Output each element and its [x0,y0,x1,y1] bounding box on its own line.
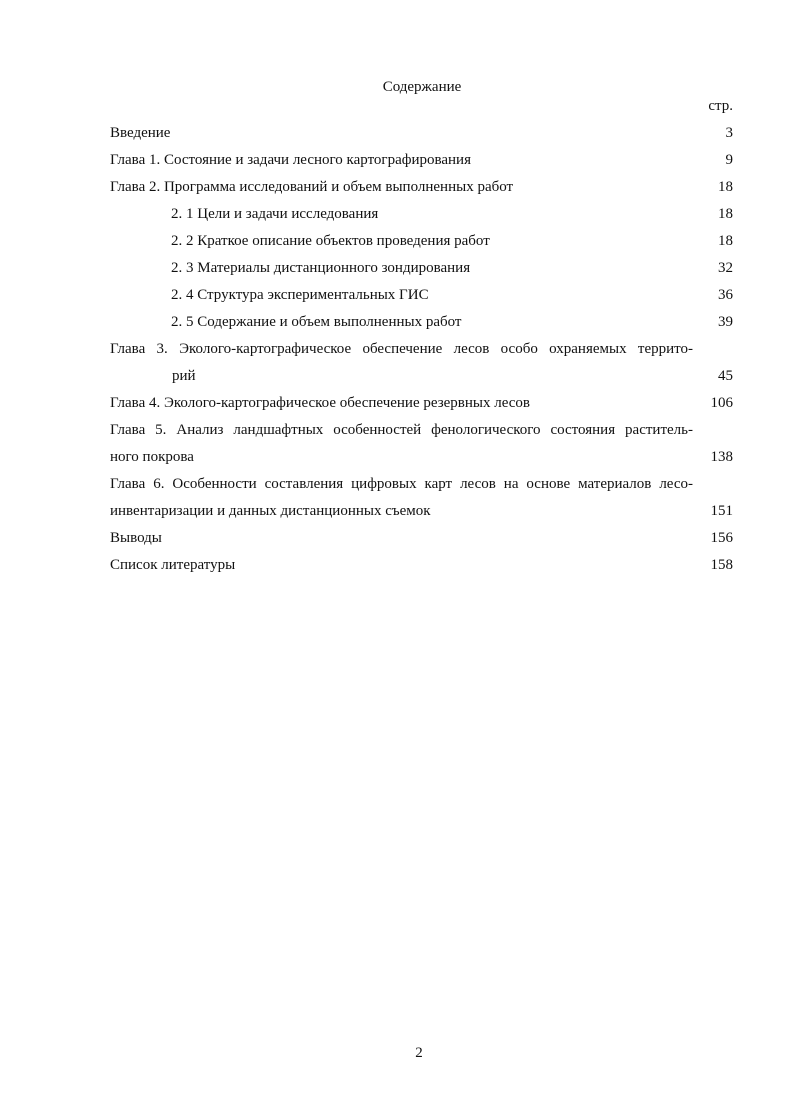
toc-entry-page: 3 [725,125,733,141]
toc-entry-introduction[interactable] [110,123,733,150]
toc-entry-page: 36 [718,287,733,303]
toc-entry-section-2-2[interactable] [110,231,733,258]
toc-entry-label: Глава 1. Состояние и задачи лесного картографирования [110,152,471,168]
toc-entry-page: 158 [710,557,733,573]
toc-entry-references[interactable] [110,555,733,582]
page-column-label: стр. [708,98,733,114]
toc-entry-chapter-3-line-2[interactable] [110,366,733,393]
toc-entry-page: 45 [718,368,733,384]
toc-entry-page: 39 [718,314,733,330]
page-number: 2 [415,1045,423,1061]
toc-entry-chapter-1[interactable] [110,150,733,177]
toc-entry-conclusions[interactable] [110,528,733,555]
toc-entry-page: 9 [725,152,733,168]
table-of-contents [110,123,733,582]
toc-entry-label: 2. 3 Материалы дистанционного зондирования [171,260,471,276]
toc-entry-chapter-5-line-2[interactable] [110,447,733,474]
toc-entry-page: 18 [718,179,733,195]
toc-entry-label: 2. 2 Краткое описание объектов проведения работ [171,233,490,249]
toc-title: Содержание [382,79,462,95]
toc-entry-label: Глава 4. Эколого-картографическое обеспечение резервных лесов [110,395,530,411]
toc-entry-section-2-3[interactable] [110,258,733,285]
toc-entry-chapter-6-line-2[interactable] [110,501,733,528]
toc-entry-chapter-4[interactable] [110,393,733,420]
toc-entry-label: Глава 2. Программа исследований и объем выполненных работ [110,179,514,195]
toc-entry-label-continued: инвентаризации и данных дистанционных съемок [110,503,431,519]
toc-entry-label: 2. 5 Содержание и объем выполненных работ [171,314,462,330]
toc-entry-label-continued: ного покрова [110,449,194,465]
toc-entry-label: 2. 1 Цели и задачи исследования [171,206,379,222]
toc-entry-label-continued: рий [172,368,196,384]
toc-entry-label: Введение [110,125,171,141]
toc-entry-page: 32 [718,260,733,276]
toc-entry-page: 18 [718,233,733,249]
toc-entry-label: Глава 3. Эколого-картографическое обеспечение лесов особо охраняемых террито- [110,341,693,357]
toc-entry-chapter-5-line-1[interactable] [110,420,733,447]
toc-entry-page: 156 [710,530,733,546]
toc-entry-label: Глава 5. Анализ ландшафтных особенностей фенологического состояния раститель- [110,422,693,438]
toc-entry-chapter-6-line-1[interactable] [110,474,733,501]
toc-entry-section-2-1[interactable] [110,204,733,231]
toc-entry-chapter-3-line-1[interactable] [110,339,733,366]
toc-entry-section-2-5[interactable] [110,312,733,339]
toc-entry-section-2-4[interactable] [110,285,733,312]
toc-entry-chapter-2[interactable] [110,177,733,204]
toc-entry-page: 106 [710,395,733,411]
toc-entry-page: 151 [710,503,733,519]
toc-entry-label: Глава 6. Особенности составления цифровых карт лесов на основе материалов лесо- [110,476,693,492]
toc-entry-label: 2. 4 Структура экспериментальных ГИС [171,287,429,303]
toc-entry-label: Выводы [110,530,162,546]
toc-entry-page: 138 [710,449,733,465]
toc-entry-page: 18 [718,206,733,222]
toc-entry-label: Список литературы [110,557,236,573]
